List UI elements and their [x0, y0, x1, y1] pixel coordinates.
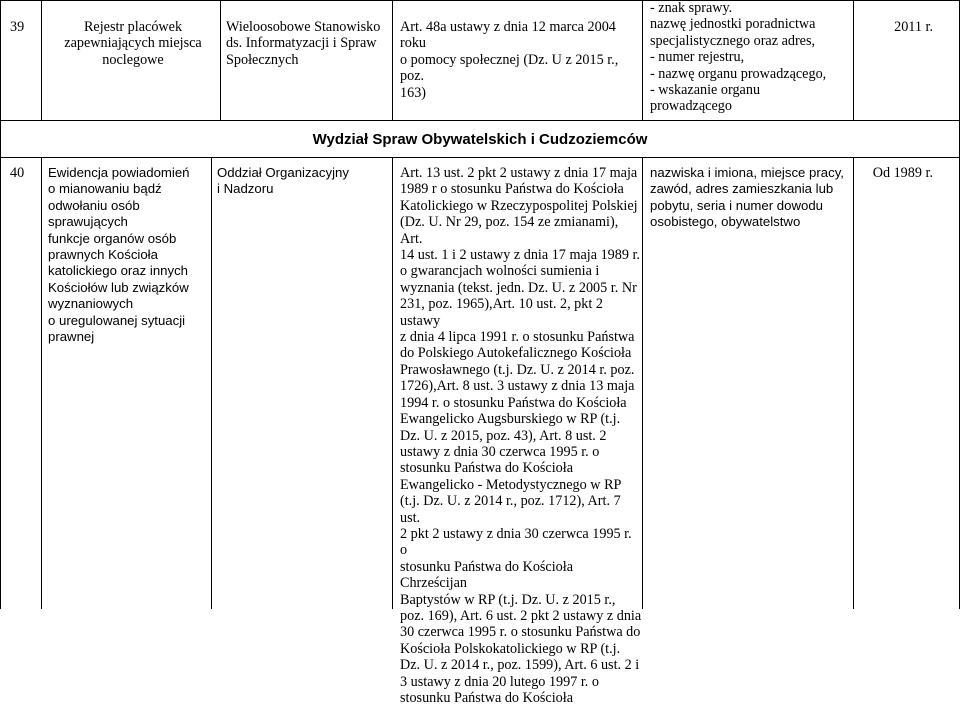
row40-col-divider-5	[853, 157, 854, 609]
row39-col-divider-5	[853, 0, 854, 120]
row39-col-divider-2	[220, 0, 221, 120]
row-39-bottom-border	[0, 120, 960, 121]
row-39-since: 2011 r.	[894, 19, 933, 35]
row40-col-divider-2	[211, 157, 212, 609]
row40-col-divider-3	[392, 157, 393, 609]
row-39-register-name: Rejestr placówek zapewniających miejsca noclegowe	[64, 19, 202, 68]
row-39-data-scope: - znak sprawy. nazwę jednostki poradnictwa specjalistycznego oraz adres, - numer rejestru, - nazwę organu prowadzącego, - wskazanie organu prowadzącego	[650, 0, 827, 115]
section-bottom-border	[0, 157, 960, 158]
row-40-unit: Oddział Organizacyjny i Nadzoru	[217, 165, 349, 197]
row-40-legal-basis: Art. 13 ust. 2 pkt 2 ustawy z dnia 17 maja 1989 r o stosunku Państwa do Kościoła Katolickiego w Rzeczypospolitej Polskiej (Dz. U. Nr 29, poz. 154 ze zmianami), Art. 14 ust. 1 i 2 ustawy z dnia 17 maja 1989 r. o gwarancjach wolności sumienia i wyznania (tekst. jedn. Dz. U. z 2005 r. Nr 231, poz. 1965),Art. 10 ust. 2, pkt 2 ustawy z dnia 4 lipca 1991 r. o stosunku Państwa do Polskiego Autokefalicznego Kościoła Prawosławnego (t.j. Dz. U. z 2014 r. poz. 1726),Art. 8 ust. 3 ustawy z dnia 13 maja 1994 r. o stosunku Państwa do Kościoła Ewangelicko Augsburskiego w RP (t.j. Dz. U. z 2015, poz. 43), Art. 8 ust. 2 ustawy z dnia 30 czerwca 1995 r. o stosunku Państwa do Kościoła Ewangelicko - Metodystycznego w RP (t.j. Dz. U. z 2014 r., poz. 1712), Art. 7 ust. 2 pkt 2 ustawy z dnia 30 czerwca 1995 r. o stosunku Państwa do Kościoła Chrześcijan Baptystów w RP (t.j. Dz. U. z 2015 r., poz. 169), Art. 6 ust. 2 pkt 2 ustawy z dnia 30 czerwca 1995 r. o stosunku Państwa do Kościoła Polskokatolickiego w RP (t.j. Dz. U. z 2014 r., poz. 1599), Art. 6 ust. 2 i 3 ustawy z dnia 20 lutego 1997 r. o stosunku Państwa do Kościoła	[400, 165, 642, 706]
row-40-register-name: Ewidencja powiadomień o mianowaniu bądź odwołaniu osób sprawujących funkcje organów osób prawnych Kościoła katolickiego oraz innych Kościołów lub związków wyznaniowych o uregulowanej sytuacji prawnej	[48, 165, 190, 345]
row39-col-divider-1	[41, 0, 42, 120]
row40-col-divider-4	[642, 157, 643, 609]
row-39-unit: Wieloosobowe Stanowisko ds. Informatyzacji i Spraw Społecznych	[226, 19, 381, 68]
row40-col-divider-1	[41, 157, 42, 609]
section-title: Wydział Spraw Obywatelskich i Cudzoziemców	[312, 131, 648, 148]
table-left-border	[0, 0, 1, 609]
row39-col-divider-4	[642, 0, 643, 120]
row-40-number: 40	[10, 165, 25, 181]
row-40-data-scope: nazwiska i imiona, miejsce pracy, zawód, adres zamieszkania lub pobytu, seria i numer dowodu osobistego, obywatelstwo	[650, 165, 844, 230]
row-39-legal-basis: Art. 48a ustawy z dnia 12 marca 2004 roku o pomocy społecznej (Dz. U z 2015 r., poz. 163)	[400, 19, 619, 101]
row39-col-divider-3	[392, 0, 393, 120]
row-39-number: 39	[10, 19, 25, 35]
row-40-since: Od 1989 r.	[872, 165, 933, 181]
